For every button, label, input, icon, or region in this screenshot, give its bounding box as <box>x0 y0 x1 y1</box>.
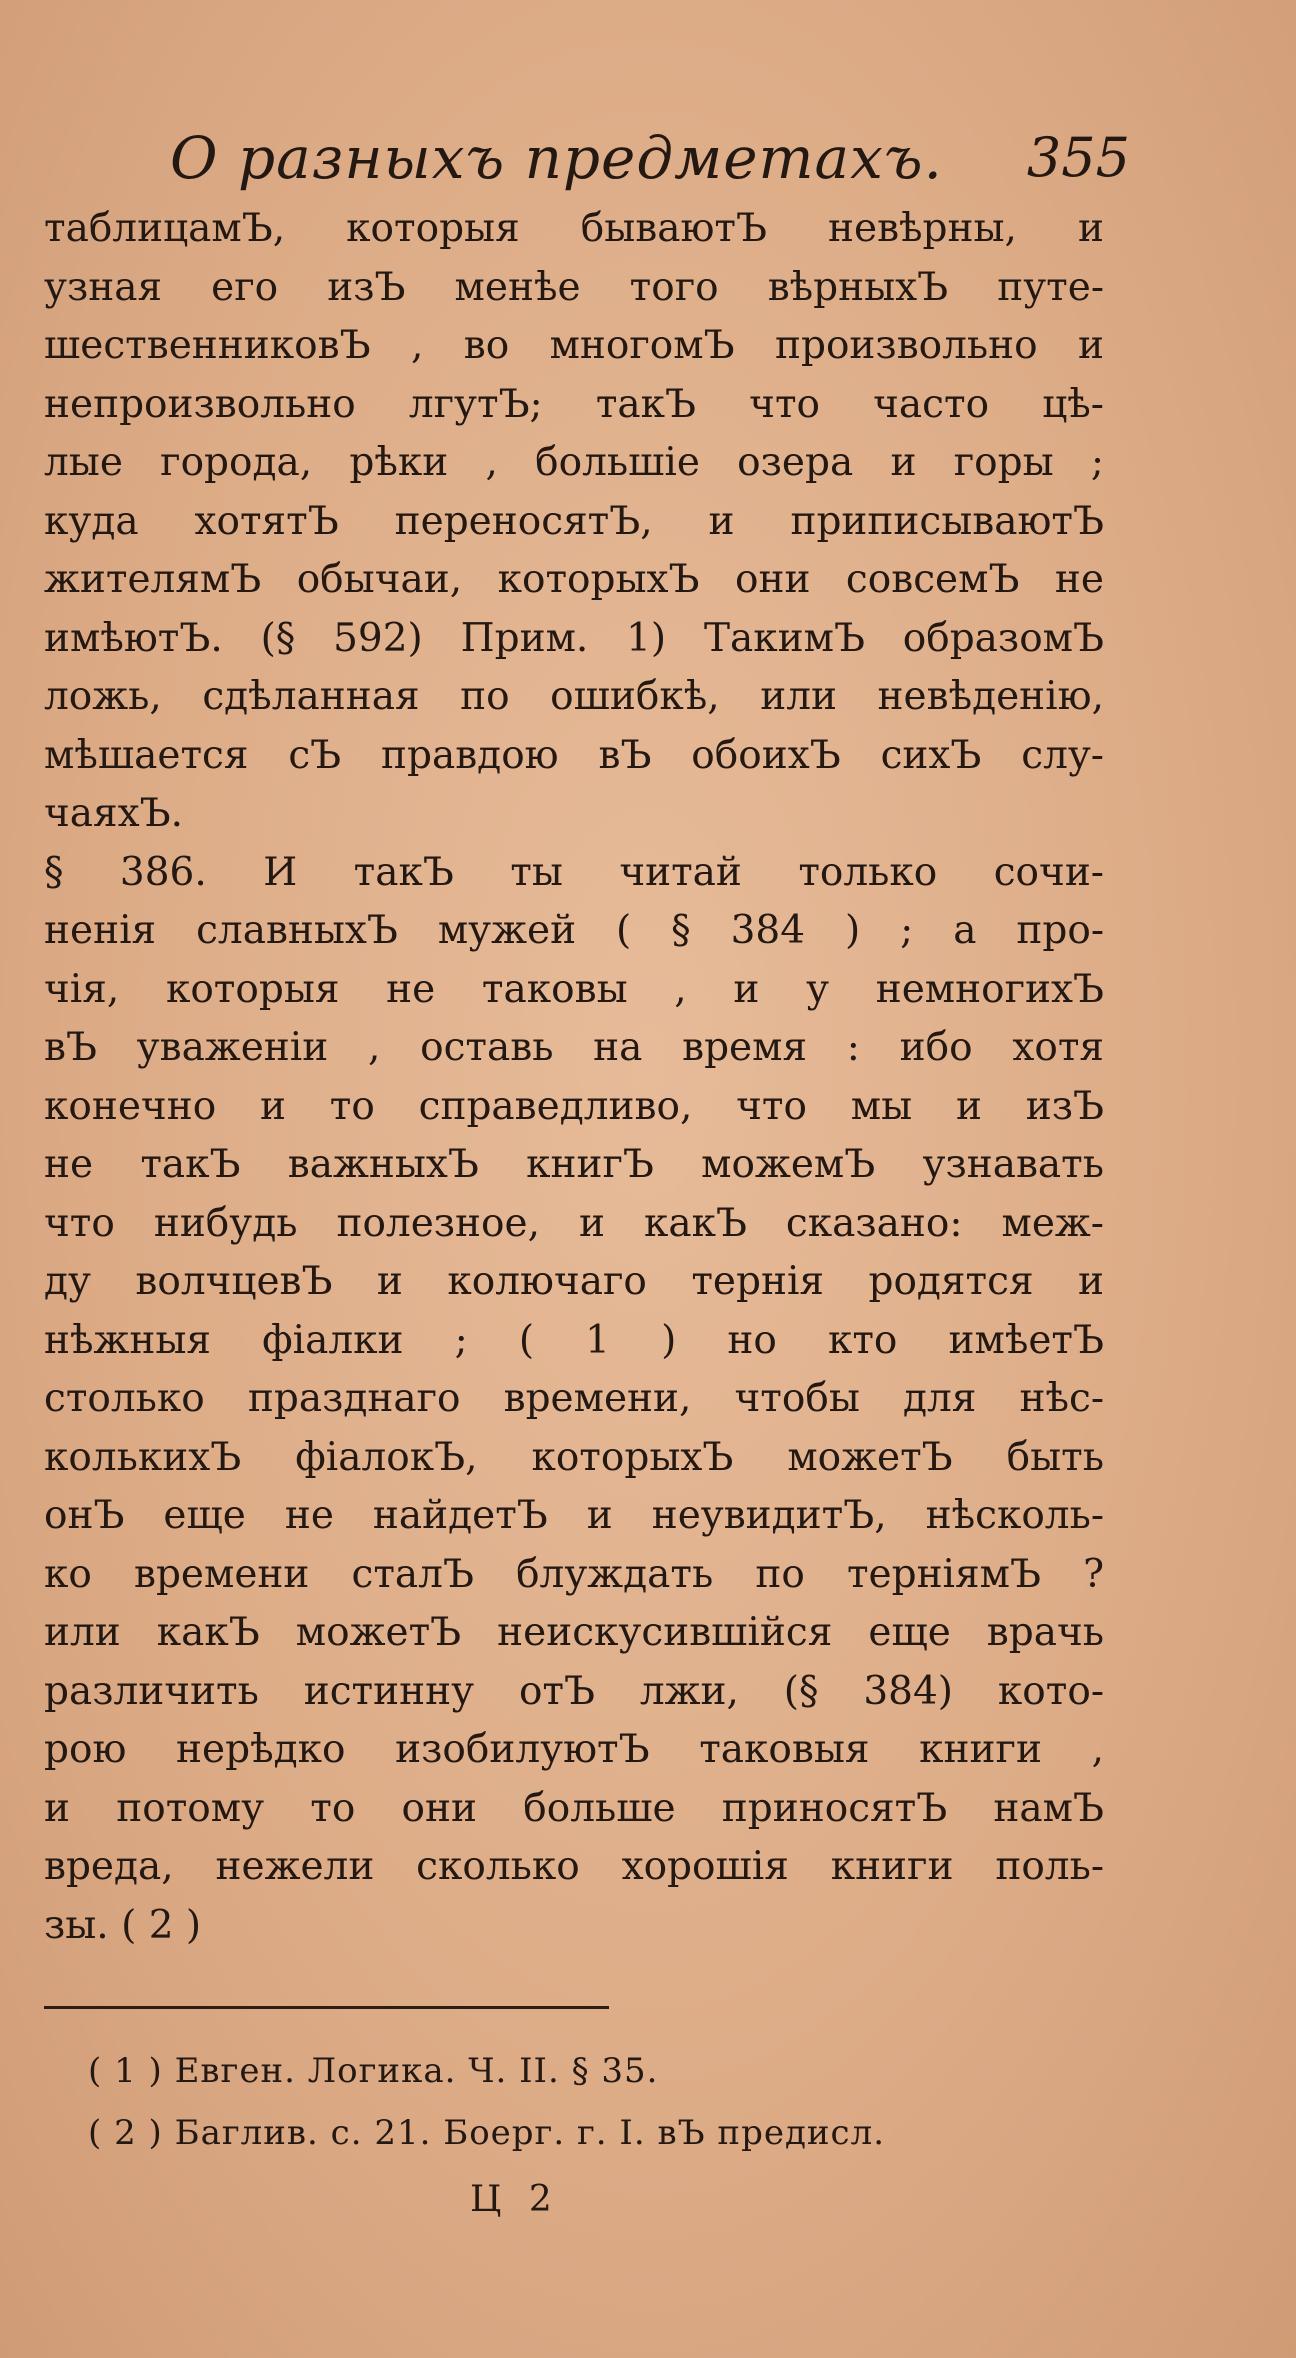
text-line: узная его изЪ менѣе того вѣрныхЪ путе- <box>44 264 1104 310</box>
text-line: лые города, рѣки , большіе озера и горы ; <box>44 440 1104 485</box>
footnote-rule <box>44 2006 609 2009</box>
text-line: непроизвольно лгутЪ; такЪ что часто цѣ- <box>44 381 1104 427</box>
text-line: конечно и то справедливо, что мы и изЪ <box>44 1083 1104 1129</box>
text-line: шественниковЪ , во многомЪ произвольно и <box>44 323 1104 368</box>
text-line: ненія славныхЪ мужей ( § 384 ) ; а про- <box>44 908 1104 953</box>
text-line: вреда, нежели сколько хорошія книги поль- <box>44 1844 1104 1889</box>
footnote: ( 2 ) Баглив. с. 21. Боерг. г. I. вЪ предисл. <box>88 2113 886 2153</box>
text-line: жителямЪ обычаи, которыхЪ они совсемЪ не <box>44 557 1104 602</box>
text-line: мѣшается сЪ правдою вЪ обоихЪ сихЪ слу- <box>44 732 1104 778</box>
text-line: ко времени сталЪ блуждать по терніямЪ ? <box>44 1551 1104 1597</box>
text-line: ложь, сдѣланная по ошибкѣ, или невѣденію, <box>44 674 1104 719</box>
text-line: и потому то они больше приносятЪ намЪ <box>44 1785 1104 1831</box>
text-line: рою нерѣдко изобилуютЪ таковыя книги , <box>44 1727 1104 1772</box>
text-line: не такЪ важныхЪ книгЪ можемЪ узнавать <box>44 1142 1104 1187</box>
text-line: чія, которыя не таковы , и у немногихЪ <box>44 966 1104 1012</box>
text-line: куда хотятЪ переносятЪ, и приписываютЪ <box>44 498 1104 544</box>
text-line: чаяхЪ. <box>44 791 184 836</box>
text-line: что нибудь полезное, и какЪ сказано: меж- <box>44 1200 1104 1246</box>
footnote: ( 1 ) Евген. Логика. Ч. II. § 35. <box>88 2051 659 2091</box>
text-line: или какЪ можетЪ неискусившійся еще врачь <box>44 1610 1104 1655</box>
section-start-line: § 386. И такЪ ты читай только сочи- <box>44 849 1104 895</box>
text-line: нѣжныя фіалки ; ( 1 ) но кто имѣетЪ <box>44 1317 1104 1363</box>
page-number: 355 <box>1026 126 1130 189</box>
running-head: О разныхъ предметахъ. <box>170 124 943 192</box>
text-line: вЪ уваженіи , оставь на время : ибо хотя <box>44 1025 1104 1070</box>
text-line: ду волчцевЪ и колючаго тернія родятся и <box>44 1259 1104 1304</box>
page-header <box>170 118 1130 198</box>
text-line: имѣютЪ. (§ 592) Прим. 1) ТакимЪ образомЪ <box>44 615 1104 661</box>
body-text <box>44 200 1104 1955</box>
text-line: таблицамЪ, которыя бываютЪ невѣрны, и <box>44 206 1104 251</box>
text-line: столько празднаго времени, чтобы для нѣс- <box>44 1376 1104 1421</box>
text-line: онЪ еще не найдетЪ и неувидитЪ, нѣсколь- <box>44 1493 1104 1538</box>
footnotes <box>88 2040 1088 2164</box>
text-line: различить истинну отЪ лжи, (§ 384) кото- <box>44 1668 1104 1714</box>
text-line: колькихЪ фіалокЪ, которыхЪ можетЪ быть <box>44 1434 1104 1480</box>
text-line: зы. ( 2 ) <box>44 1902 202 1948</box>
signature-mark: Ц 2 <box>470 2179 552 2220</box>
